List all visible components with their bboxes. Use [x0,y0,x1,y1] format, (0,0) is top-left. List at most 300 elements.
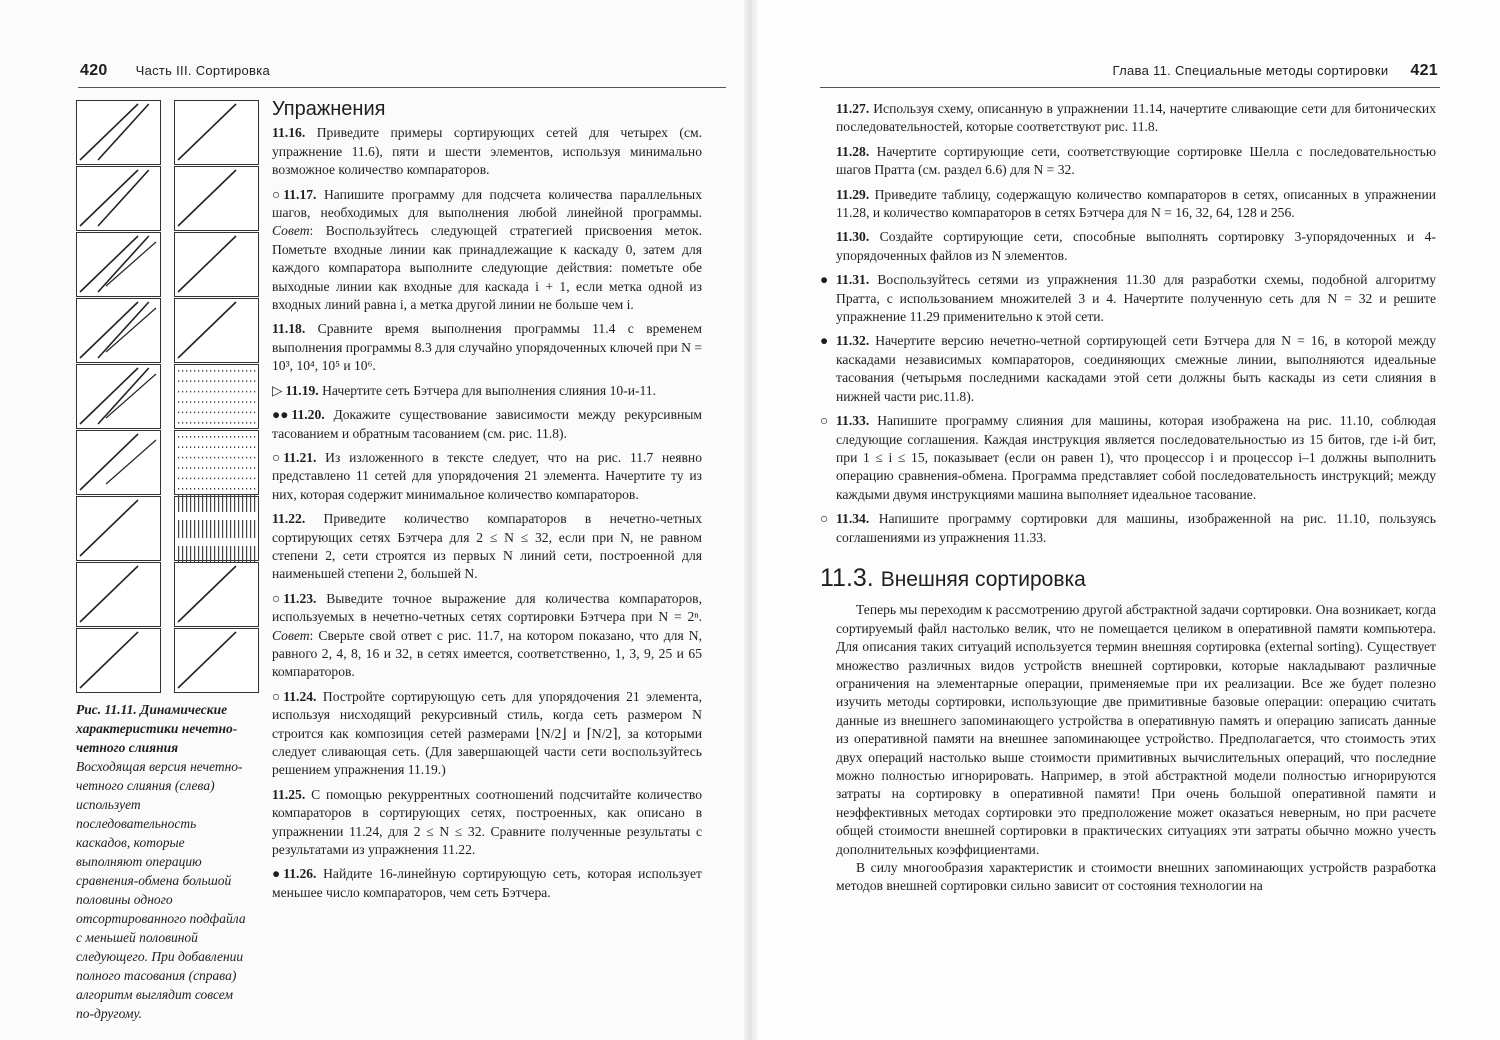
figure-dot [194,494,195,512]
figure-dot [234,436,235,438]
figure-dot [238,391,239,393]
figure-dot [210,478,211,480]
exercise-hint-text: : Воспользуйтесь следующей стратегией присвоения меток. Пометьте входные линии как принадлежащие к каскаду 0, затем для каждого компаратора выполните следующие действия: пометьте обе выходные линии как входные для каскада i + 1, если метка одной из входных линий равна i, а метка другой линии не больше чем i. [272,223,702,313]
figure-dot [182,422,183,424]
figure-dot [222,401,223,403]
figure-dot [218,436,219,438]
figure-dot [182,478,183,480]
figure-dot [250,436,251,438]
figure-dot [242,520,243,538]
figure-dot [182,380,183,382]
exercise-item [836,143,1436,180]
figure-dot [218,422,219,424]
figure-dot [202,520,203,538]
figure-dot [230,520,231,538]
figure-dot [246,488,247,490]
figure-dot [206,436,207,438]
figure-dot [230,488,231,490]
exercise-number: 11.24. [283,688,317,704]
figure-dot [250,380,251,382]
figure-dot [238,467,239,469]
figure-dot [206,422,207,424]
figure-dot [222,370,223,372]
figure-dot [234,520,235,538]
exercise-number: 11.16. [272,125,306,141]
figure-dot [246,467,247,469]
figure-dot [222,546,223,564]
figure-dot [254,436,255,438]
figure-dot [214,457,215,459]
exercise-text: Приведите примеры сортирующих сетей для четырех (см. упражнение 11.6), пяти и шести элементов, используя минимально возможное количество компараторов. [272,125,702,178]
figure-dot [214,436,215,438]
figure-dot [186,370,187,372]
figure-dot [186,520,187,538]
figure-dot [194,546,195,564]
figure-dot [194,478,195,480]
figure-panel [77,365,161,429]
figure-dot [250,488,251,490]
figure-panel [175,233,259,297]
figure-panel [175,365,259,429]
figure-dot [246,478,247,480]
figure-panel [77,233,161,297]
exercise-number: 11.18. [272,321,306,337]
figure-dot [210,546,211,564]
figure-dot [190,380,191,382]
figure-dot [250,520,251,538]
right-header-rule [820,87,1440,88]
figure-dot [218,494,219,512]
figure-dot [206,391,207,393]
section-title: Внешняя сортировка [880,567,1086,591]
figure-dot [178,520,179,538]
figure-dot [238,478,239,480]
exercise-text: Используя схему, описанную в упражнении 11.14, начертите сливающие сети для битонических последовательностей, которые соответствуют рис. 11.8. [836,101,1436,135]
figure-dot [182,520,183,538]
figure-dot [254,412,255,414]
exercise-number: 11.34. [836,511,870,527]
exercise-number: 11.27. [836,101,870,116]
figure-dot [254,380,255,382]
exercise-number: 11.23. [283,590,317,606]
figure-dot [238,446,239,448]
figure-panel [77,101,161,165]
figure-dot [246,446,247,448]
figure-dot [194,370,195,372]
figure-dot [206,401,207,403]
figure-dot [186,380,187,382]
figure-dot [254,422,255,424]
exercise-item [272,449,702,504]
figure-dot [186,457,187,459]
figure-dot [250,457,251,459]
figure-dot [242,401,243,403]
left-running-title: Часть III. Сортировка [135,63,271,78]
figure-dot [206,457,207,459]
figure-dot [242,380,243,382]
figure-dot [226,370,227,372]
figure-dot [218,457,219,459]
figure-dot [194,446,195,448]
figure-dot [246,546,247,564]
figure-dot [182,446,183,448]
figure-dot [234,391,235,393]
figure-dot [178,467,179,469]
exercise-hint-label: Совет [272,627,310,643]
figure-dot [210,520,211,538]
figure-dot [230,412,231,414]
figure-dot [202,436,203,438]
figure-dot [214,494,215,512]
figure-dot [238,412,239,414]
figure-dot [198,494,199,512]
figure-dot [210,422,211,424]
exercise-number: 11.26. [283,866,317,882]
figure-dot [218,520,219,538]
left-exercise-list [272,124,702,902]
figure-dot [230,478,231,480]
figure-dot [250,494,251,512]
exercise-number: 11.19. [285,382,319,398]
exercise-text: Приведите количество компараторов в нечетно-четных сортирующих сетях Бэтчера для 2 ≤ N ≤ 32, если при N, не равном степени 2, сети строятся из первых N линий сети, построенной для наименьшей степени 2, большей N. [272,511,702,582]
figure-dot [234,488,235,490]
figure-dot [238,546,239,564]
figure-panel [175,563,259,627]
figure-dot [194,436,195,438]
exercise-item [272,186,702,315]
exercise-item [272,590,702,682]
figure-caption-title: Рис. 11.11. Динамические характеристики нечетно-четного слияния [76,702,238,755]
figure-dot [214,370,215,372]
figure-dot [194,401,195,403]
figure-dot [234,380,235,382]
figure-dot [182,412,183,414]
figure-dot [194,412,195,414]
figure-dot [210,370,211,372]
figure-dot [194,457,195,459]
figure-dot [186,446,187,448]
figure-dot [206,520,207,538]
exercise-hint-label: Совет [272,223,310,239]
figure-dot [214,520,215,538]
figure-dot [186,391,187,393]
exercise-number: 11.17. [283,186,317,202]
figure-dot [178,488,179,490]
figure-dot [218,546,219,564]
exercise-difficulty-mark: ● [820,333,829,349]
figure-dot [242,478,243,480]
figure-dot [198,488,199,490]
figure-dot [234,546,235,564]
exercise-number: 11.31. [836,272,870,288]
exercise-text: Из изложенного в тексте следует, что на рис. 11.7 неявно представлено 11 сетей для упорядочения 21 элемента. Начертите ту из них, которая содержит минимальное количество компараторов. [272,449,702,502]
figure-dot [198,380,199,382]
figure-dot [250,412,251,414]
figure-dot [226,422,227,424]
figure-dot [190,478,191,480]
figure-dot [242,370,243,372]
exercise-text: С помощью рекуррентных соотношений подсчитайте количество компараторов в сортирующих сетях, построенных, как описано в упражнении 11.24, для 2 ≤ N ≤ 32. Сравните полученные результаты с результатами из упражнения 11.22. [272,786,702,858]
figure-dot [178,436,179,438]
figure-dot [218,380,219,382]
figure-dot [246,520,247,538]
figure-dot [226,488,227,490]
figure-dot [254,520,255,538]
figure-dot [254,546,255,564]
figure-dot [234,457,235,459]
figure-dot [218,370,219,372]
figure-dot [250,546,251,564]
exercise-item [272,406,702,443]
figure-dot [254,494,255,512]
exercise-text: Постройте сортирующую сеть для упорядочения 21 элемента, используя нисходящий рекурсивный стиль, когда сеть размером N строится как композиция сетей размерами ⌊N/2⌋ и ⌈N/2⌉, за которыми следует сливающая сеть. (Для завершающей части сети воспользуйтесь решением упражнения 11.19.) [272,688,702,778]
figure-panel [175,431,259,495]
figure-dot [178,478,179,480]
body-paragraph-1: Теперь мы переходим к рассмотрению другой абстрактной задачи сортировки. Она возникает, когда сортируемый файл настолько велик, что не помещается целиком в оперативной памяти компьютера. Для описания таких ситуаций используется термин внешняя сортировка (external sorting). Существует множество различных видов устройств внешней сортировки, которые накладывают различные ограничения на элементарные операции, применяемые при их реализации. Все же будет полезно изучить методы сортировки, использующие две примитивные базовые операции: операцию считать данные из внешнего запоминающего устройства в оперативную память и операцию записать данные из оперативной памяти на внешнее запоминающее устройство. Предполагается, что стоимость этих двух операций настолько выше стоимости примитивных вычислительных операций, что последние можно полностью игнорировать. Например, в этой абстрактной модели полностью игнорируются затраты на сортировку в оперативной памяти! При очень большой оперативной памяти и неэффективных методах сортировки это предположение может оказаться неверным, но при расчете общей стоимости внешней сортировки в практических ситуациях эти затраты обычно можно учесть дополнительных коэффициентами. [836,602,1436,857]
figure-dot [214,391,215,393]
figure-dot [226,391,227,393]
figure-dot [178,422,179,424]
figure-dot [214,422,215,424]
figure-dot [190,391,191,393]
figure-dot [222,467,223,469]
figure-dot [234,370,235,372]
figure-dot [222,380,223,382]
figure-dot [238,401,239,403]
figure-dot [210,412,211,414]
figure-dot [246,436,247,438]
figure-dot [230,380,231,382]
figure-dot [182,457,183,459]
figure-dot [230,370,231,372]
figure-dot [202,446,203,448]
figure-dot [218,467,219,469]
figure-dot [242,457,243,459]
figure-dot [222,446,223,448]
exercise-item [272,382,702,400]
exercise-number: 11.33. [836,413,870,429]
figure-dot [238,488,239,490]
figure-dot [178,546,179,564]
exercise-item [272,786,702,860]
figure-dot [178,457,179,459]
figure-dot [202,401,203,403]
exercise-item [836,186,1436,223]
figure-dot [186,401,187,403]
figure-dot [210,380,211,382]
figure-dot [190,446,191,448]
figure-dot [226,494,227,512]
figure-dot [218,446,219,448]
figure-dot [222,391,223,393]
exercise-number: 11.21. [283,449,317,465]
figure-dot [178,494,179,512]
figure-dot [206,478,207,480]
figure-dot [246,380,247,382]
figure-dot [190,370,191,372]
figure-dot [254,370,255,372]
right-page-number: 421 [1410,62,1438,79]
exercise-item [272,865,702,902]
figure-dot [230,457,231,459]
figure-dot [222,488,223,490]
figure-dot [246,457,247,459]
figure-dot [230,494,231,512]
figure-dot [254,467,255,469]
exercise-item [272,688,702,780]
figure-dot [226,412,227,414]
figure-dot [226,380,227,382]
figure-dot [246,422,247,424]
figure-dot [246,370,247,372]
figure-graphic [76,100,260,694]
figure-dot [238,422,239,424]
figure-dot [202,391,203,393]
figure-dot [242,467,243,469]
left-page-number: 420 [80,62,108,79]
figure-dot [190,520,191,538]
figure-dot [178,380,179,382]
figure-dot [222,457,223,459]
figure-dot [254,488,255,490]
exercise-text: Сравните время выполнения программы 11.4 с временем выполнения программы 8.3 для случайно упорядоченных ключей при N = 10³, 10⁴, 10⁵ и 10⁶. [272,321,702,374]
figure-dot [242,494,243,512]
section-heading [820,563,1436,592]
figure-dot [238,380,239,382]
figure-dot [210,467,211,469]
exercise-text: Выведите точное выражение для количества компараторов, используемых в нечетно-четных сетях сортировки Бэтчера при N = 2ⁿ. [272,590,702,625]
exercise-item [820,271,1436,326]
figure-dot [254,401,255,403]
figure-dot [214,412,215,414]
figure-dot [198,412,199,414]
figure-dot [226,520,227,538]
figure-dot [186,546,187,564]
figure-dot [182,488,183,490]
exercise-text: Найдите 16-линейную сортирующую сеть, которая использует меньшее число компараторов, чем сеть Бэтчера. [272,866,702,900]
exercise-item [820,412,1436,504]
figure-dot [254,457,255,459]
figure-dot [250,370,251,372]
figure-dot [182,370,183,372]
figure-dot [206,546,207,564]
figure-dot [202,488,203,490]
figure-dot [214,546,215,564]
figure-panel [77,431,161,495]
figure-dot [190,467,191,469]
figure-dot [218,488,219,490]
figure-panel [77,299,161,363]
figure-dot [250,422,251,424]
exercise-number: 11.30. [836,229,870,245]
exercise-difficulty-mark: ○ [272,590,281,606]
exercises-heading: Упражнения [272,98,386,120]
exercise-item [272,320,702,375]
figure-dot [242,391,243,393]
exercise-difficulty-mark: ○ [820,511,829,527]
figure-dot [230,422,231,424]
exercise-difficulty-mark: ○ [272,449,281,465]
figure-dot [246,391,247,393]
figure-panel [77,563,161,627]
figure-dot [198,391,199,393]
figure-dot [202,494,203,512]
exercise-number: 11.20. [291,407,325,423]
figure-dot [198,467,199,469]
figure-dot [230,391,231,393]
figure-dot [178,446,179,448]
figure-dot [194,380,195,382]
figure-dot [198,370,199,372]
figure-dot [202,457,203,459]
figure-dot [210,488,211,490]
right-exercise-list [820,100,1436,547]
figure-dot [242,488,243,490]
book-gutter [744,0,758,1040]
figure-dot [242,546,243,564]
figure-dot [190,546,191,564]
figure-dot [186,412,187,414]
exercise-item [272,510,702,584]
figure-dot [234,478,235,480]
figure-dot [206,380,207,382]
figure-dot [226,446,227,448]
figure-dot [242,412,243,414]
figure-panel [175,629,259,693]
figure-panel [77,629,161,693]
exercise-text: Начертите сеть Бэтчера для выполнения слияния 10-и-11. [322,382,656,398]
exercise-difficulty-mark: ○ [820,413,829,429]
figure-dot [186,436,187,438]
exercise-difficulty-mark: ●● [272,407,289,423]
exercise-text: Создайте сортирующие сети, способные выполнять сортировку 3-упорядоченных и 4-упорядоченных файлов из N элементов. [836,229,1436,263]
figure-dot [182,391,183,393]
exercise-item [820,332,1436,406]
figure-dot [210,446,211,448]
figure-dot [186,488,187,490]
figure-dot [230,467,231,469]
figure-dot [234,446,235,448]
figure-dot [242,446,243,448]
section-number: 11.3. [820,563,874,592]
figure-dot [178,401,179,403]
figure-dot [226,478,227,480]
figure-dot [198,446,199,448]
figure-dot [242,436,243,438]
figure-dot [222,520,223,538]
figure-dot [250,467,251,469]
figure-dot [202,370,203,372]
figure-dot [182,467,183,469]
exercise-text: Напишите программу для подсчета количества параллельных шагов, необходимых для выполнения любой линейной программы. [272,186,702,221]
exercise-number: 11.25. [272,786,306,802]
figure-dot [254,391,255,393]
figure-dot [222,478,223,480]
exercise-difficulty-mark: ○ [272,688,281,704]
exercise-text: Приведите таблицу, содержащую количество компараторов в сетях, описанных в упражнении 11.28, и количество компараторов в сетях Бэтчера для N = 16, 32, 64, 128 и 256. [836,186,1436,221]
figure-dot [230,436,231,438]
figure-dot [250,446,251,448]
figure-dot [206,494,207,512]
figure-dot [198,546,199,564]
figure-dot [198,401,199,403]
exercise-difficulty-mark: ○ [272,186,281,202]
figure-dot [246,412,247,414]
figure-dot [206,446,207,448]
figure-dot [190,457,191,459]
figure-dot [190,494,191,512]
figure-dot [190,436,191,438]
